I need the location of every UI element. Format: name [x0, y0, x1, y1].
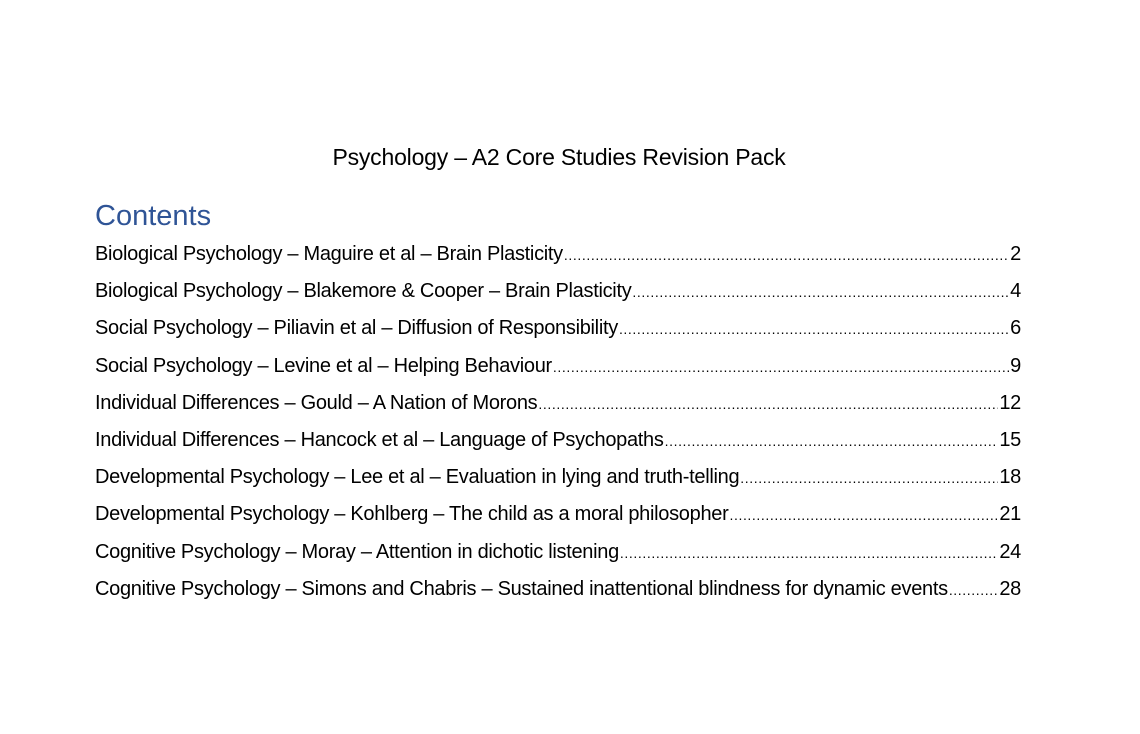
toc-entry[interactable]	[95, 496, 1021, 533]
toc-page-number: 18	[999, 466, 1021, 489]
toc-dot-leader	[553, 349, 1009, 386]
toc-entry[interactable]	[95, 236, 1021, 273]
toc-entry-title: Cognitive Psychology – Moray – Attention in dichotic listening	[95, 540, 619, 563]
toc-entry-title: Social Psychology – Levine et al – Helping Behaviour	[95, 354, 552, 377]
toc-page-number: 12	[999, 391, 1021, 414]
toc-entry[interactable]	[95, 385, 1021, 422]
toc-entry[interactable]	[95, 459, 1021, 496]
toc-dot-leader	[620, 535, 998, 572]
toc-entry-title: Biological Psychology – Blakemore & Cooper – Brain Plasticity	[95, 280, 632, 303]
toc-page-number: 9	[1010, 354, 1021, 377]
toc-entry[interactable]	[95, 422, 1021, 459]
toc-entry-title: Biological Psychology – Maguire et al – Brain Plasticity	[95, 243, 563, 265]
toc-dot-leader	[665, 423, 999, 460]
toc-entry-title: Social Psychology – Piliavin et al – Diffusion of Responsibility	[95, 317, 618, 340]
toc-page-number: 4	[1010, 280, 1021, 303]
toc-page-number: 28	[999, 577, 1021, 600]
toc-page-number: 24	[999, 540, 1021, 563]
toc-dot-leader	[564, 237, 1009, 274]
toc-entry[interactable]	[95, 571, 1021, 608]
toc-dot-leader	[538, 386, 998, 423]
toc-entry[interactable]	[95, 310, 1021, 347]
contents-heading: Contents	[95, 200, 212, 232]
toc-dot-leader	[949, 572, 999, 609]
toc-entry-title: Developmental Psychology – Kohlberg – The child as a moral philosopher	[95, 503, 729, 526]
toc-entry[interactable]	[95, 273, 1021, 310]
toc-page-number: 2	[1010, 243, 1021, 265]
toc-page-number: 21	[999, 503, 1021, 526]
table-of-contents	[95, 236, 1021, 608]
toc-entry-title: Individual Differences – Gould – A Nation of Morons	[95, 391, 538, 414]
toc-dot-leader	[740, 460, 998, 497]
toc-entry-title: Cognitive Psychology – Simons and Chabris – Sustained inattentional blindness for dynamic events	[95, 577, 948, 600]
toc-entry-title: Developmental Psychology – Lee et al – Evaluation in lying and truth-telling	[95, 466, 740, 489]
toc-entry[interactable]	[95, 534, 1021, 571]
toc-entry-title: Individual Differences – Hancock et al – Language of Psychopaths	[95, 428, 664, 451]
toc-dot-leader	[632, 274, 1009, 311]
toc-dot-leader	[729, 497, 998, 534]
toc-page-number: 6	[1010, 317, 1021, 340]
document-title: Psychology – A2 Core Studies Revision Pack	[332, 144, 786, 170]
toc-entry[interactable]	[95, 348, 1021, 385]
toc-page-number: 15	[999, 428, 1021, 451]
toc-dot-leader	[619, 311, 1009, 348]
